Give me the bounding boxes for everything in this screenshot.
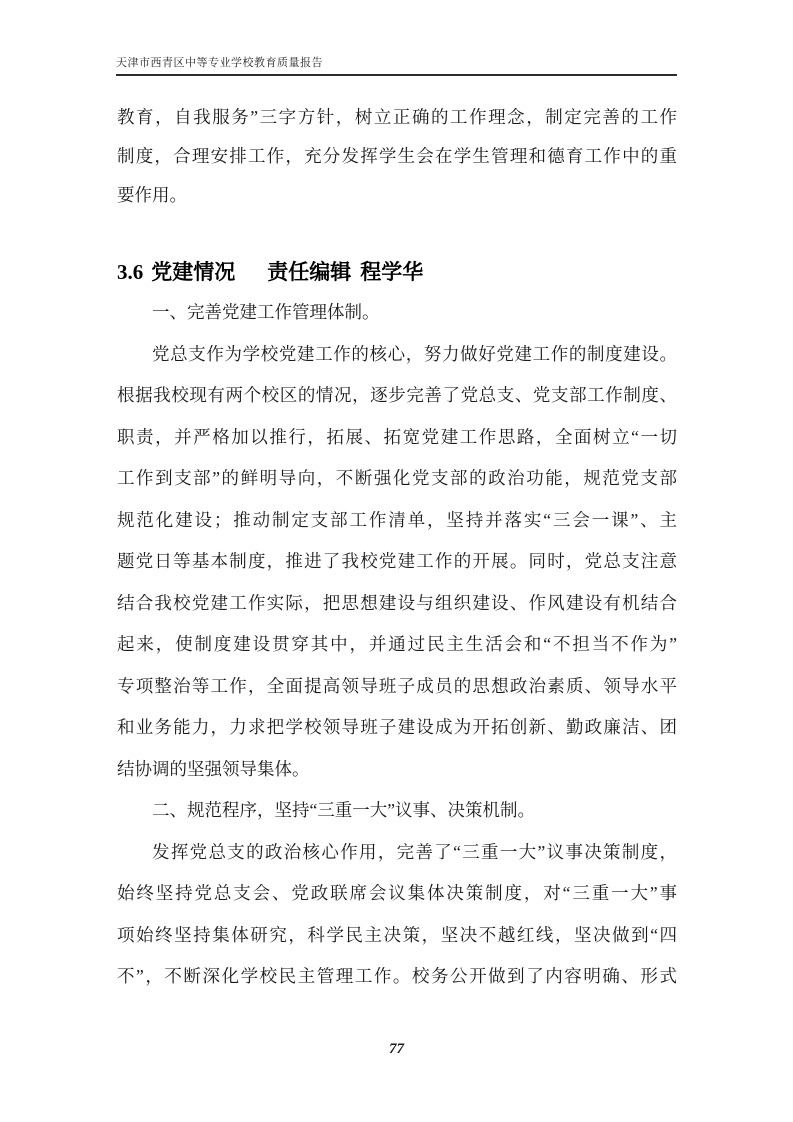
text-line: 发挥党总支的政治核心作用，完善了“三重一大”议事决策制度， bbox=[152, 841, 677, 862]
section-body bbox=[117, 292, 677, 998]
intro-paragraph bbox=[117, 98, 677, 215]
page-body bbox=[117, 98, 677, 998]
editor-name: 程学华 bbox=[360, 260, 424, 284]
text-line: 结协调的坚强领导集体。 bbox=[117, 758, 310, 779]
text-line: 要作用。 bbox=[117, 185, 187, 205]
text-line: 结合我校党建工作实际，把思想建设与组织建设、作风建设有机结合 bbox=[117, 592, 677, 613]
text-line: 项始终坚持集体研究，科学民主决策，坚决不越红线，坚决做到“四 bbox=[117, 924, 677, 945]
text-line: 制度，合理安排工作，充分发挥学生会在学生管理和德育工作中的重 bbox=[117, 146, 677, 166]
text-line: 工作到支部”的鲜明导向，不断强化党支部的政治功能，规范党支部 bbox=[117, 468, 677, 488]
editor-label: 责任编辑 bbox=[267, 260, 352, 284]
page-number: 77 bbox=[389, 1041, 404, 1057]
page-header bbox=[116, 0, 677, 76]
text-line: 一、完善党建工作管理体制。 bbox=[152, 302, 380, 322]
section-title: 党建情况 bbox=[151, 260, 236, 284]
section-number: 3.6 bbox=[117, 260, 144, 284]
text-line: 和业务能力，力求把学校领导班子建设成为开拓创新、勤政廉洁、团 bbox=[117, 717, 677, 737]
section-heading bbox=[117, 257, 677, 287]
text-line: 二、规范程序，坚持“三重一大”议事、决策机制。 bbox=[152, 800, 536, 820]
editor-credit bbox=[267, 260, 423, 284]
report-header-title: 天津市西青区中等专业学校教育质量报告 bbox=[116, 57, 323, 69]
text-line: 题党日等基本制度，推进了我校党建工作的开展。同时，党总支注意 bbox=[117, 551, 677, 571]
text-line: 规范化建设；推动制定支部工作清单，坚持并落实“三会一课”、主 bbox=[117, 509, 677, 530]
text-line: 职责，并严格加以推行，拓展、拓宽党建工作思路，全面树立“一切 bbox=[117, 426, 677, 447]
text-line: 不”，不断深化学校民主管理工作。校务公开做到了内容明确、形式 bbox=[117, 966, 677, 986]
text-line: 专项整治等工作，全面提高领导班子成员的思想政治素质、领导水平 bbox=[117, 675, 677, 696]
text-line: 根据我校现有两个校区的情况，逐步完善了党总支、党支部工作制度、 bbox=[117, 385, 677, 405]
text-line: 起来，使制度建设贯穿其中，并通过民主生活会和“不担当不作为” bbox=[117, 634, 677, 654]
text-line: 教育，自我服务”三字方针，树立正确的工作理念，制定完善的工作 bbox=[117, 107, 677, 127]
text-line: 党总支作为学校党建工作的核心，努力做好党建工作的制度建设。 bbox=[152, 343, 677, 364]
text-line: 始终坚持党总支会、党政联席会议集体决策制度，对“三重一大”事 bbox=[117, 883, 677, 903]
